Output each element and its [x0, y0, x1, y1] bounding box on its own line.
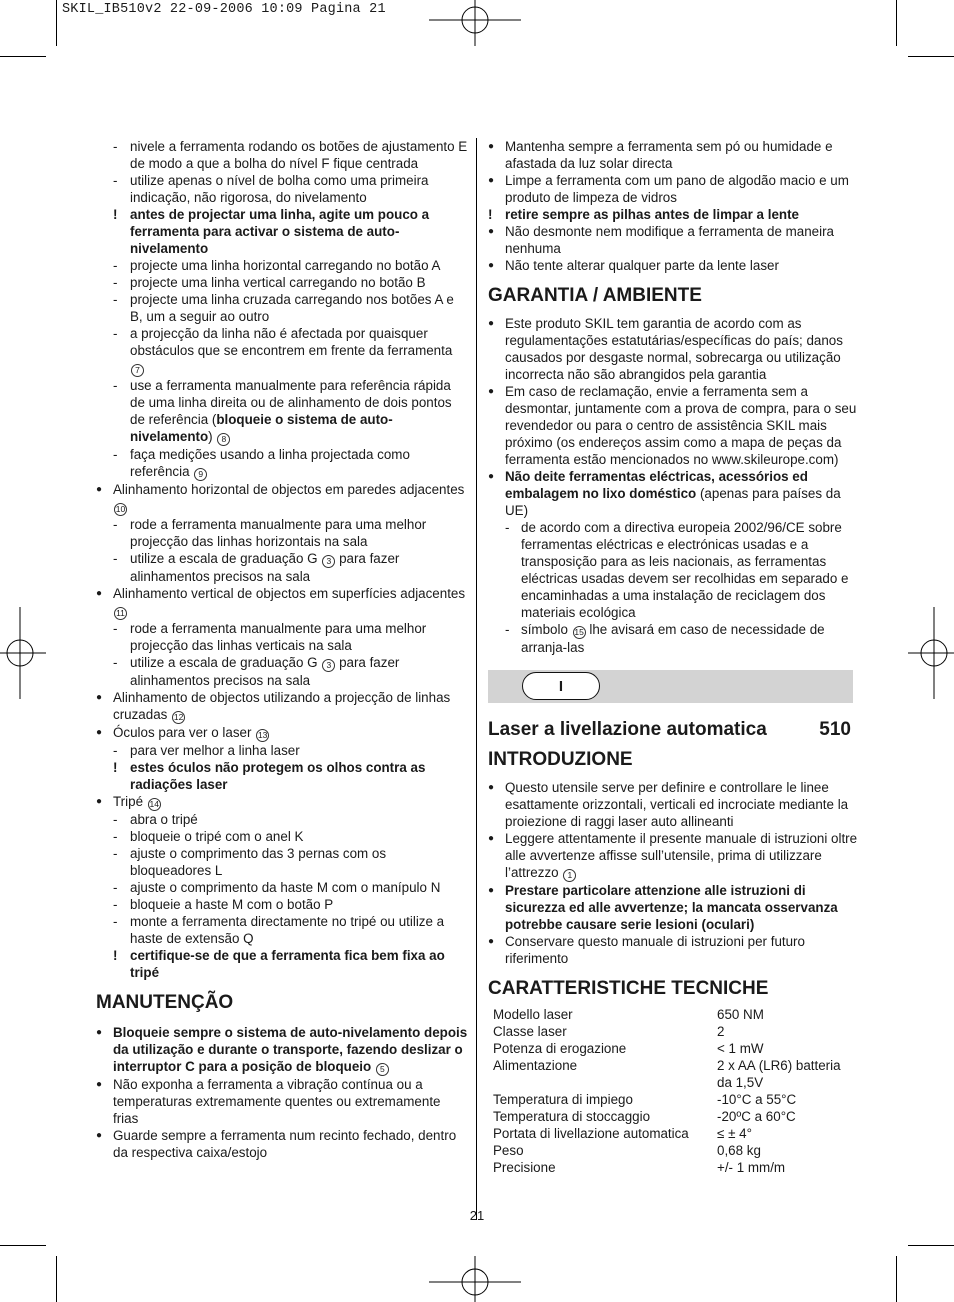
list-item: - utilize a escala de graduação G 3 para fazer alinhamentos precisos na sala	[113, 655, 400, 688]
spec-value: < 1 mW	[717, 1041, 764, 1056]
section-title-manutencao: MANUTENÇÃO	[96, 992, 234, 1013]
figure-reference: 9	[194, 468, 207, 481]
spec-label: Modello laser	[493, 1007, 573, 1022]
spec-label: Precisione	[493, 1160, 556, 1175]
registration-mark-bottom	[426, 1256, 526, 1302]
spec-value: 0,68 kg	[717, 1143, 761, 1158]
list-item: ● Limpe a ferramenta com um pano de algodão macio e um produto de limpeza de vidros	[488, 173, 849, 205]
registration-mark-left	[0, 604, 46, 704]
list-item: - projecte uma linha cruzada carregando nos botões A e B, um a seguir ao outro	[113, 292, 454, 324]
list-item: - rode a ferramenta manualmente para uma melhor projecção das linhas verticais na sala	[113, 621, 427, 653]
maintenance-list-cont	[488, 138, 858, 274]
list-item: ● Alinhamento horizontal de objectos em paredes adjacentes 10	[96, 482, 465, 514]
list-item: - bloqueie a haste M com o botão P	[113, 897, 334, 912]
list-item: ● Alinhamento de objectos utilizando a projecção de linhas cruzadas 12	[96, 690, 451, 722]
spec-label: Classe laser	[493, 1024, 567, 1039]
spec-table	[488, 1006, 858, 1176]
list-item: ● Conservare questo manuale di istruzioni per futuro riferimento	[488, 934, 805, 966]
warranty-list	[488, 315, 858, 468]
page-number: 21	[469, 1208, 485, 1223]
list-item: - utilize a escala de graduação G 3 para fazer alinhamentos precisos na sala	[113, 551, 400, 584]
product-title-text: Laser a livellazione automatica	[488, 719, 767, 740]
list-item: - faça medições usando a linha projectada como referência 9	[113, 447, 410, 479]
usage-steps	[96, 138, 468, 377]
list-item: - ajuste o comprimento das 3 pernas com os bloqueadores L	[113, 846, 387, 878]
list-item: ● Mantenha sempre a ferramenta sem pó ou humidade e afastada da luz solar directa	[488, 139, 833, 171]
spec-label: Temperatura di impiego	[493, 1092, 633, 1107]
list-item: - projecte uma linha horizontal carregando no botão A	[113, 258, 441, 273]
maintenance-list	[96, 1076, 468, 1161]
print-header: SKIL_IB510v2 22-09-2006 10:09 Pagina 21	[62, 2, 386, 17]
list-item: ● Leggere attentamente il presente manuale di istruzioni oltre alle avvertenze affisse sull’utensile, prima di utilizzare l’attrezzo 1	[488, 831, 858, 880]
left-column	[96, 138, 468, 1161]
language-badge: I	[522, 672, 600, 700]
list-item: ● Tripé 14	[96, 794, 159, 809]
spec-label: Alimentazione	[493, 1058, 578, 1073]
list-item: - projecte uma linha vertical carregando no botão B	[113, 275, 426, 290]
right-column	[488, 138, 858, 1176]
spec-value: -20ºC a 60°C	[717, 1109, 796, 1124]
list-item: - ajuste o comprimento da haste M com o manípulo N	[113, 880, 441, 895]
product-number: 510	[819, 719, 851, 740]
figure-reference: 11	[114, 607, 127, 620]
list-item: - abra o tripé	[113, 812, 198, 827]
list-item: ! antes de projectar uma linha, agite um pouco a ferramenta para activar o sistema de auto-nivelamento	[113, 207, 430, 256]
figure-reference: 12	[173, 712, 184, 722]
list-item: ● Não desmonte nem modifique a ferramenta de maneira nenhuma	[488, 224, 834, 256]
list-item: - para ver melhor a linha laser	[113, 743, 300, 758]
figure-reference: 13	[257, 730, 268, 740]
list-item: ● Alinhamento vertical de objectos em superfícies adjacentes 11	[96, 586, 466, 618]
list-item: ! retire sempre as pilhas antes de limpar a lente	[488, 207, 799, 222]
figure-reference: 7	[131, 364, 144, 377]
spec-value: +/- 1 mm/m	[717, 1160, 786, 1175]
list-item: ! estes óculos não protegem os olhos contra as radiações laser	[113, 760, 426, 792]
figure-reference: 14	[149, 799, 159, 809]
list-item: - símbolo 15 lhe avisará em caso de necessidade de arranja-las	[505, 622, 825, 655]
spec-value: 650 NM	[717, 1007, 764, 1022]
list-item: - utilize apenas o nível de bolha como uma primeira indicação, não rigorosa, do nivelamento	[113, 173, 429, 205]
spec-label: Portata di livellazione automatica	[493, 1126, 689, 1141]
list-item: ● Questo utensile serve per definire e controllare le linee esattamente orizzontali, verticali ed incrociate mediante la proiezione di raggi laser auto allineanti	[488, 780, 849, 829]
list-item: - monte a ferramenta directamente no tripé ou utilize a haste de extensão Q	[113, 914, 445, 946]
list-item: ● Óculos para ver o laser 13	[96, 725, 268, 740]
list-item: - rode a ferramenta manualmente para uma melhor projecção das linhas horizontais na sala	[113, 517, 427, 549]
list-item: - a projecção da linha não é afectada por quaisquer obstáculos que se encontrem em frente da ferramenta 7	[113, 326, 453, 375]
list-item: ● Guarde sempre a ferramenta num recinto fechado, dentro da respectiva caixa/estojo	[96, 1128, 457, 1160]
usage-steps-2	[96, 446, 468, 550]
section-title-introduzione: INTRODUZIONE	[488, 749, 633, 770]
list-item: ● Em caso de reclamação, envie a ferramenta sem a desmontar, juntamente com a prova de compra, para o seu revendedor ou para o centro de assistência SKIL mais próximo (os endereços assim como a mapa de peças da ferramenta estão mencionados no www.skileurope.com)	[488, 384, 857, 467]
tripod-steps	[96, 689, 468, 981]
intro-list	[488, 779, 858, 830]
list-item: - de acordo com a directiva europeia 2002/96/CE sobre ferramentas eléctricas e electrónicas usadas e a transposição para as leis nacionais, as ferramentas eléctricas usadas devem ser recolhidas em separado e encaminhadas a uma instalação de reciclagem dos materiais ecológica	[505, 520, 849, 620]
spec-label: Peso	[493, 1143, 524, 1158]
spec-value: -10°C a 55°C	[717, 1092, 797, 1107]
list-item: ! certifique-se de que a ferramenta fica bem fixa ao tripé	[113, 948, 445, 980]
product-title	[488, 719, 851, 741]
list-item: ● Não exponha a ferramenta a vibração contínua ou a temperaturas extremamente quentes ou extremamente frias	[96, 1077, 441, 1126]
section-title-garantia: GARANTIA / AMBIENTE	[488, 285, 702, 306]
language-bar	[488, 670, 853, 703]
list-item: ● Este produto SKIL tem garantia de acordo com as regulamentações estatutárias/específicas do país; danos causados por desgaste normal, sobrecarga ou utilização incorrecta não são abrangidos pela garantia	[488, 316, 843, 382]
list-item: ● Bloqueie sempre o sistema de auto-nivelamento depois da utilização e durante o transporte, fazendo deslizar o interruptor C para a posição de bloqueio 5	[96, 1025, 468, 1074]
spec-value: ≤ ± 4°	[717, 1126, 752, 1141]
list-item: - bloqueie o tripé com o anel K	[113, 829, 304, 844]
registration-mark-right	[908, 604, 954, 704]
list-item: ● Não tente alterar qualquer parte da lente laser	[488, 258, 779, 273]
list-item: - nivele a ferramenta rodando os botões de ajustamento E de modo a que a bolha do nível F fique centrada	[113, 139, 468, 171]
spec-value: 2 x AA (LR6) batteria da 1,5V	[717, 1058, 841, 1090]
vertical-alignment	[96, 585, 468, 654]
spec-label: Temperatura di stoccaggio	[493, 1109, 651, 1124]
list-item: - use a ferramenta manualmente para referência rápida de uma linha direita ou de alinhamento de dois pontos de referência (bloqueie o sistema de auto-nivelamento) 8	[113, 378, 452, 444]
spec-value: 2	[717, 1024, 725, 1039]
section-title-caratteristiche: CARATTERISTICHE TECNICHE	[488, 978, 769, 999]
list-item: ● Prestare particolare attenzione alle istruzioni di sicurezza ed alle avvertenze; la mancata osservanza potrebbe causare serie lesioni (oculari)	[488, 883, 838, 932]
spec-label: Potenza di erogazione	[493, 1041, 627, 1056]
figure-reference: 10	[115, 504, 126, 514]
list-item: ● Não deite ferramentas eléctricas, acessórios ed embalagem no lixo doméstico (apenas para países da UE)	[488, 469, 841, 518]
registration-mark-top	[426, 0, 526, 46]
